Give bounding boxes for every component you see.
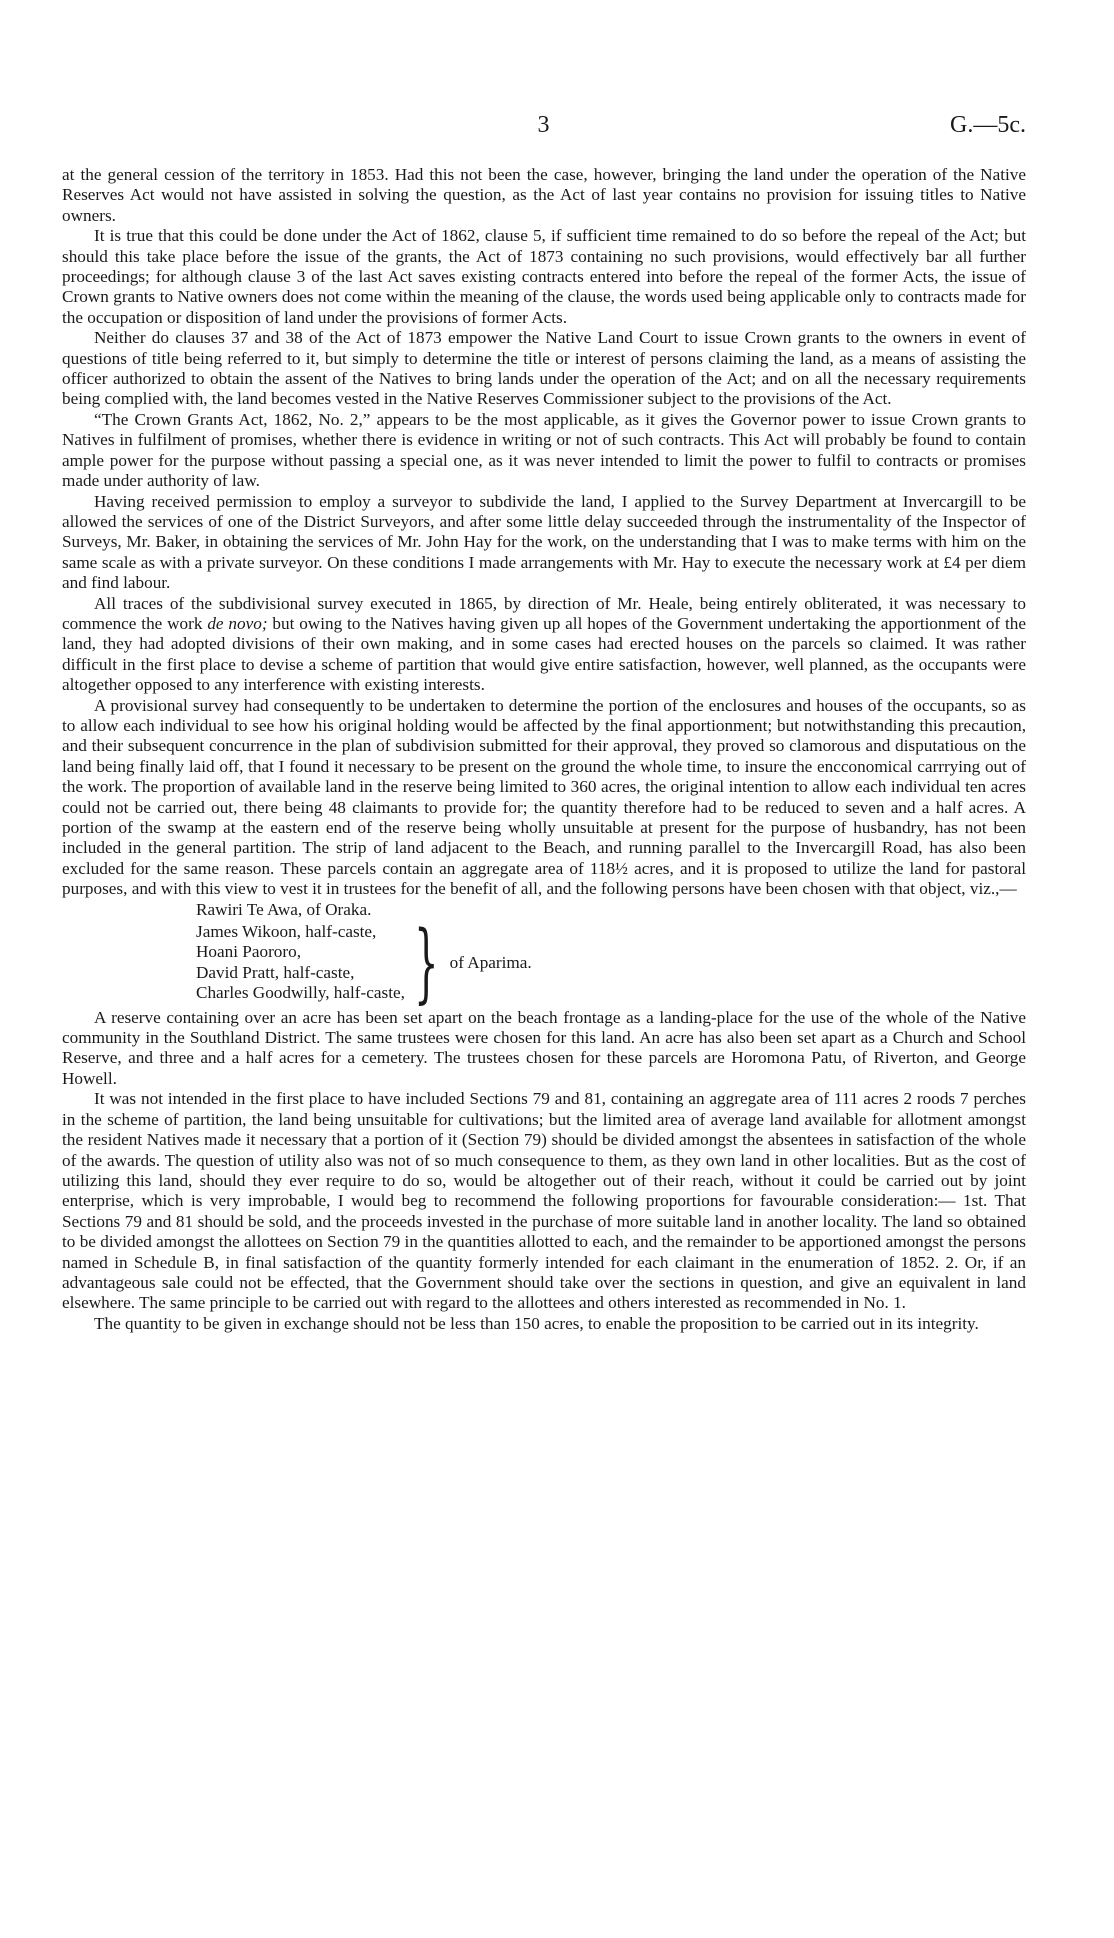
document-code: G.—5c. <box>950 112 1026 138</box>
trustee-group-label: of Aparima. <box>449 952 532 972</box>
trustee-name: David Pratt, half-caste, <box>196 962 355 982</box>
paragraph-provisional-survey: A provisional survey had consequently to be undertaken to determine the portion of the enclosures and houses of the occupants, so as to allow each individual to see how his original holding would be affected by the final apportionment; but notwithstanding this precaution, and their subsequent concurrence in the plan of subdivision submitted for their approval, they proved so clamorous and disputatious on the land being finally laid off, that I found it necessary to be present on the ground the whole time, to insure the encconomical carrrying out of the work. The proportion of available land in the reserve being limited to 360 acres, the original intention to allow each individual ten acres could not be carried out, there being 48 claimants to provide for; the quantity therefore had to be reduced to seven and a half acres. A portion of the swamp at the eastern end of the reserve being wholly unsuitable at present for the purpose of husbandry, has not been included in the general partition. The strip of land adjacent to the Beach, and running parallel to the Invercargill Road, has also been excluded for the same reason. These parcels contain an aggregate area of 118½ acres, and it is proposed to utilize the land for pastoral purposes, and with this view to vest it in trustees for the benefit of all, and the following persons have been chosen with that object, viz.,— <box>62 695 1026 899</box>
survey-text-italic: de novo; <box>207 613 268 633</box>
trustee-group <box>196 912 1026 1013</box>
right-brace-icon: } <box>413 912 439 1013</box>
paragraph-landing-place: A reserve containing over an acre has been set apart on the beach frontage as a landing-place for the use of the whole of the Native community in the Southland District. The same trustees were chosen for this land. An acre has also been set apart as a Church and School Reserve, and three and a half acres for a cemetery. The trustees chosen for these parcels are Horomona Patu, of Riverton, and George Howell. <box>62 1007 1026 1088</box>
paragraph-sections-79-81: It was not intended in the first place to have included Sections 79 and 81, containing an aggregate area of 111 acres 2 roods 7 perches in the scheme of partition, the land being unsuitable for cultivations; but the limited area of average land available for allotment amongst the resident Natives made it necessary that a portion of it (Section 79) should be divided amongst the absentees in satisfaction of the whole of the awards. The question of utility also was not of so much consequence to them, as they own land in other localities. But as the cost of utilizing this land, should they ever require to do so, would be altogether out of their reach, without it could be carried out by joint enterprise, which is very improbable, I would beg to recommend the following proportions for favourable consideration:— 1st. That Sections 79 and 81 should be sold, and the proceeds invested in the purchase of more suitable land in another locality. The land so obtained to be divided amongst the allottees on Section 79 in the quantities allotted to each, and the remainder to be apportioned amongst the persons named in Schedule B, in final satisfaction of the quantity formerly intended for each claimant in the enumeration of 1852. 2. Or, if an advantageous sale could not be effected, that the Government should take over the sections in question, and give an equivalent in land elsewhere. The same principle to be carried out with regard to the allottees and others interested as recommended in No. 1. <box>62 1089 1026 1313</box>
survey-text-after: but owing to the Natives having given up all hopes of the Government undertaking the apportionment of the land, they had adopted divisions of their own making, and in some cases had erected houses on the parcels so claimed. It was rather difficult in the first place to devise a scheme of partition that would give entire satisfaction, however, well planned, as the occupants were altogether opposed to any interference with existing interests. <box>62 613 1027 695</box>
paragraph-clauses-37-38: Neither do clauses 37 and 38 of the Act of 1873 empower the Native Land Court to issue Crown grants to the owners in event of questions of title being referred to it, but simply to determine the title or interest of persons claiming the land, as a means of assisting the officer authorized to obtain the assent of the Natives to bring lands under the operation of the Act; and on all the necessary requirements being complied with, the land becomes vested in the Native Reserves Commissioner subject to the provisions of the Act. <box>62 328 1026 409</box>
page-number: 3 <box>537 112 551 138</box>
paragraph-surveyor: Having received permission to employ a surveyor to subdivide the land, I applied to the Survey Department at Invercargill to be allowed the services of one of the District Surveyors, and after some little delay succeeded through the instrumentality of the Inspector of Surveys, Mr. Baker, in obtaining the services of Mr. John Hay for the work, on the understanding that I was to make terms with him on the same scale as with a private surveyor. On these conditions I made arrangements with Mr. Hay to execute the necessary work at £4 per diem and find labour. <box>62 491 1026 593</box>
paragraph-exchange-quantity: The quantity to be given in exchange should not be less than 150 acres, to enable the proposition to be carried out in its integrity. <box>94 1313 979 1333</box>
paragraph-act-1862: It is true that this could be done under the Act of 1862, clause 5, if sufficient time remained to do so before the repeal of the Act; but should this take place before the issue of the grants, the Act of 1873 containing no such provisions, would effectively bar all further proceedings; for although clause 3 of the last Act saves existing contracts entered into before the repeal of the former Acts, the issue of Crown grants to Native owners does not come within the meaning of the clause, the words used being applicable only to contracts made for the occupation or disposition of land under the provisions of former Acts. <box>62 226 1026 327</box>
page-header <box>62 112 1026 148</box>
trustee-first: Rawiri Te Awa, of Oraka. <box>196 899 372 919</box>
survey-text-before: All traces of the subdivisional survey executed in 1865, by direction of Mr. Heale, being entirely obliterated, it was necessary to commence the work <box>62 593 1026 633</box>
trustee-name: Charles Goodwilly, half-caste, <box>196 983 405 1003</box>
paragraph-cession: at the general cession of the territory in 1853. Had this not been the case, however, bringing the land under the operation of the Native Reserves Act would not have assisted in solving the question, as the Act of last year contains no provision for issuing titles to Native owners. <box>62 165 1026 225</box>
paragraph-crown-grants-act: “The Crown Grants Act, 1862, No. 2,” appears to be the most applicable, as it gives the Governor power to issue Crown grants to Natives in fulfilment of promises, whether there is evidence in writing or not of such contracts. This Act will probably be found to contain ample power for the purpose without passing a special one, as it was never intended to limit the power to fulfil to contracts or promises made under authority of law. <box>62 409 1026 491</box>
trustee-list <box>196 922 405 1004</box>
trustee-name: James Wikoon, half-caste, <box>196 922 377 942</box>
document-body <box>62 165 1026 1334</box>
paragraph-subdivisional-survey <box>62 594 1026 696</box>
trustee-name: Hoani Paororo, <box>196 942 302 962</box>
